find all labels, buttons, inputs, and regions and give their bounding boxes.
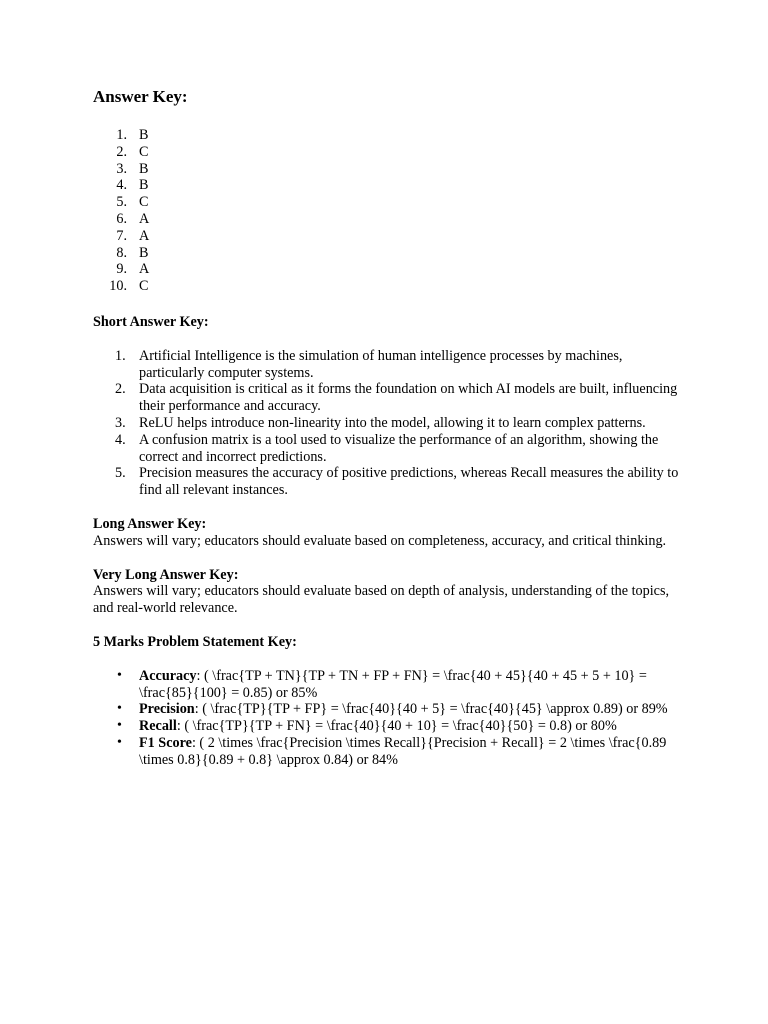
list-item: [93, 194, 683, 211]
list-item: [93, 278, 683, 295]
metric-formula: : ( \frac{TP + TN}{TP + TN + FP + FN} = \frac{40 + 45}{40 + 45 + 5 + 10} = \frac{85}{100} = 0.85) or 85%: [139, 667, 647, 701]
item-number: 6.: [116, 210, 127, 227]
item-answer: B: [139, 127, 149, 143]
bullet-icon: •: [117, 667, 122, 683]
item-number: 3.: [115, 414, 126, 431]
list-item: [93, 177, 683, 194]
bullet-icon: •: [117, 734, 122, 750]
short-answer-list: [93, 348, 683, 499]
list-item: [93, 261, 683, 278]
very-long-answer-key-title: Very Long Answer Key:: [93, 566, 239, 583]
list-item: [93, 211, 683, 228]
list-item: [93, 465, 683, 499]
item-number: 9.: [116, 261, 127, 278]
bullet-icon: •: [117, 701, 122, 717]
item-answer: C: [139, 278, 149, 295]
item-number: 4.: [116, 177, 127, 194]
list-item: [93, 701, 683, 718]
item-number: 5.: [115, 465, 126, 482]
list-item: [93, 245, 683, 262]
item-answer: B: [139, 177, 149, 194]
list-item: [93, 415, 683, 432]
metric-formula: : ( \frac{TP}{TP + FN} = \frac{40}{40 + 10} = \frac{40}{50} = 0.8) or 80%: [176, 718, 617, 735]
item-answer: B: [139, 244, 149, 261]
item-number: 3.: [116, 160, 127, 177]
very-long-answer-key-text: Answers will vary; educators should evaluate based on depth of analysis, understanding of the topics, and real-world relevance.: [93, 583, 670, 617]
bullet-icon: •: [117, 718, 122, 734]
item-answer: C: [139, 194, 149, 211]
item-number: 10.: [109, 278, 127, 295]
list-item: [93, 668, 683, 702]
list-item: [93, 127, 683, 144]
item-number: 5.: [116, 194, 127, 211]
item-answer: C: [139, 143, 149, 160]
item-answer: B: [139, 160, 149, 177]
list-item: [93, 432, 683, 466]
item-text: Data acquisition is critical as it forms the foundation on which AI models are built, influencing their performance and accuracy.: [139, 381, 678, 415]
metric-label: Precision: [139, 701, 195, 718]
item-text: Artificial Intelligence is the simulation of human intelligence processes by machines, particularly computer systems.: [139, 347, 623, 381]
list-item: [93, 228, 683, 245]
item-number: 1.: [116, 127, 127, 143]
item-text: Precision measures the accuracy of positive predictions, whereas Recall measures the ability to find all relevant instances.: [139, 465, 679, 499]
item-answer: A: [139, 210, 150, 227]
item-number: 7.: [116, 227, 127, 244]
item-number: 8.: [116, 244, 127, 261]
item-text: ReLU helps introduce non-linearity into the model, allowing it to learn complex patterns.: [139, 414, 646, 431]
metric-formula: : ( 2 \times \frac{Precision \times Recall}{Precision + Recall} = 2 \times \frac{0.89 \times 0.8}{0.89 + 0.8} \approx 0.84) or 84%: [139, 734, 667, 768]
item-text: A confusion matrix is a tool used to visualize the performance of an algorithm, showing the correct and incorrect predictions.: [139, 431, 659, 465]
item-number: 4.: [115, 431, 126, 448]
item-number: 2.: [115, 381, 126, 398]
list-item: [93, 381, 683, 415]
list-item: [93, 718, 683, 735]
list-item: [93, 735, 683, 769]
problem-statement-list: [93, 668, 683, 769]
list-item: [93, 161, 683, 178]
item-number: 1.: [115, 347, 126, 364]
answer-key-title: Answer Key:: [93, 87, 188, 106]
item-answer: A: [139, 227, 150, 244]
metric-label: Accuracy: [139, 667, 197, 684]
list-item: [93, 144, 683, 161]
metric-label: F1 Score: [139, 734, 192, 751]
answer-key-list: [93, 127, 683, 295]
problem-statement-key-title: 5 Marks Problem Statement Key:: [93, 633, 297, 650]
item-number: 2.: [116, 143, 127, 160]
long-answer-key-text: Answers will vary; educators should evaluate based on completeness, accuracy, and critical thinking.: [93, 532, 667, 549]
item-answer: A: [139, 261, 150, 278]
metric-label: Recall: [139, 718, 177, 735]
document-page: [93, 86, 683, 769]
metric-formula: : ( \frac{TP}{TP + FP} = \frac{40}{40 + 5} = \frac{40}{45} \approx 0.89) or 89%: [194, 701, 668, 718]
short-answer-key-title: Short Answer Key:: [93, 313, 209, 330]
long-answer-key-title: Long Answer Key:: [93, 515, 207, 532]
list-item: [93, 348, 683, 382]
